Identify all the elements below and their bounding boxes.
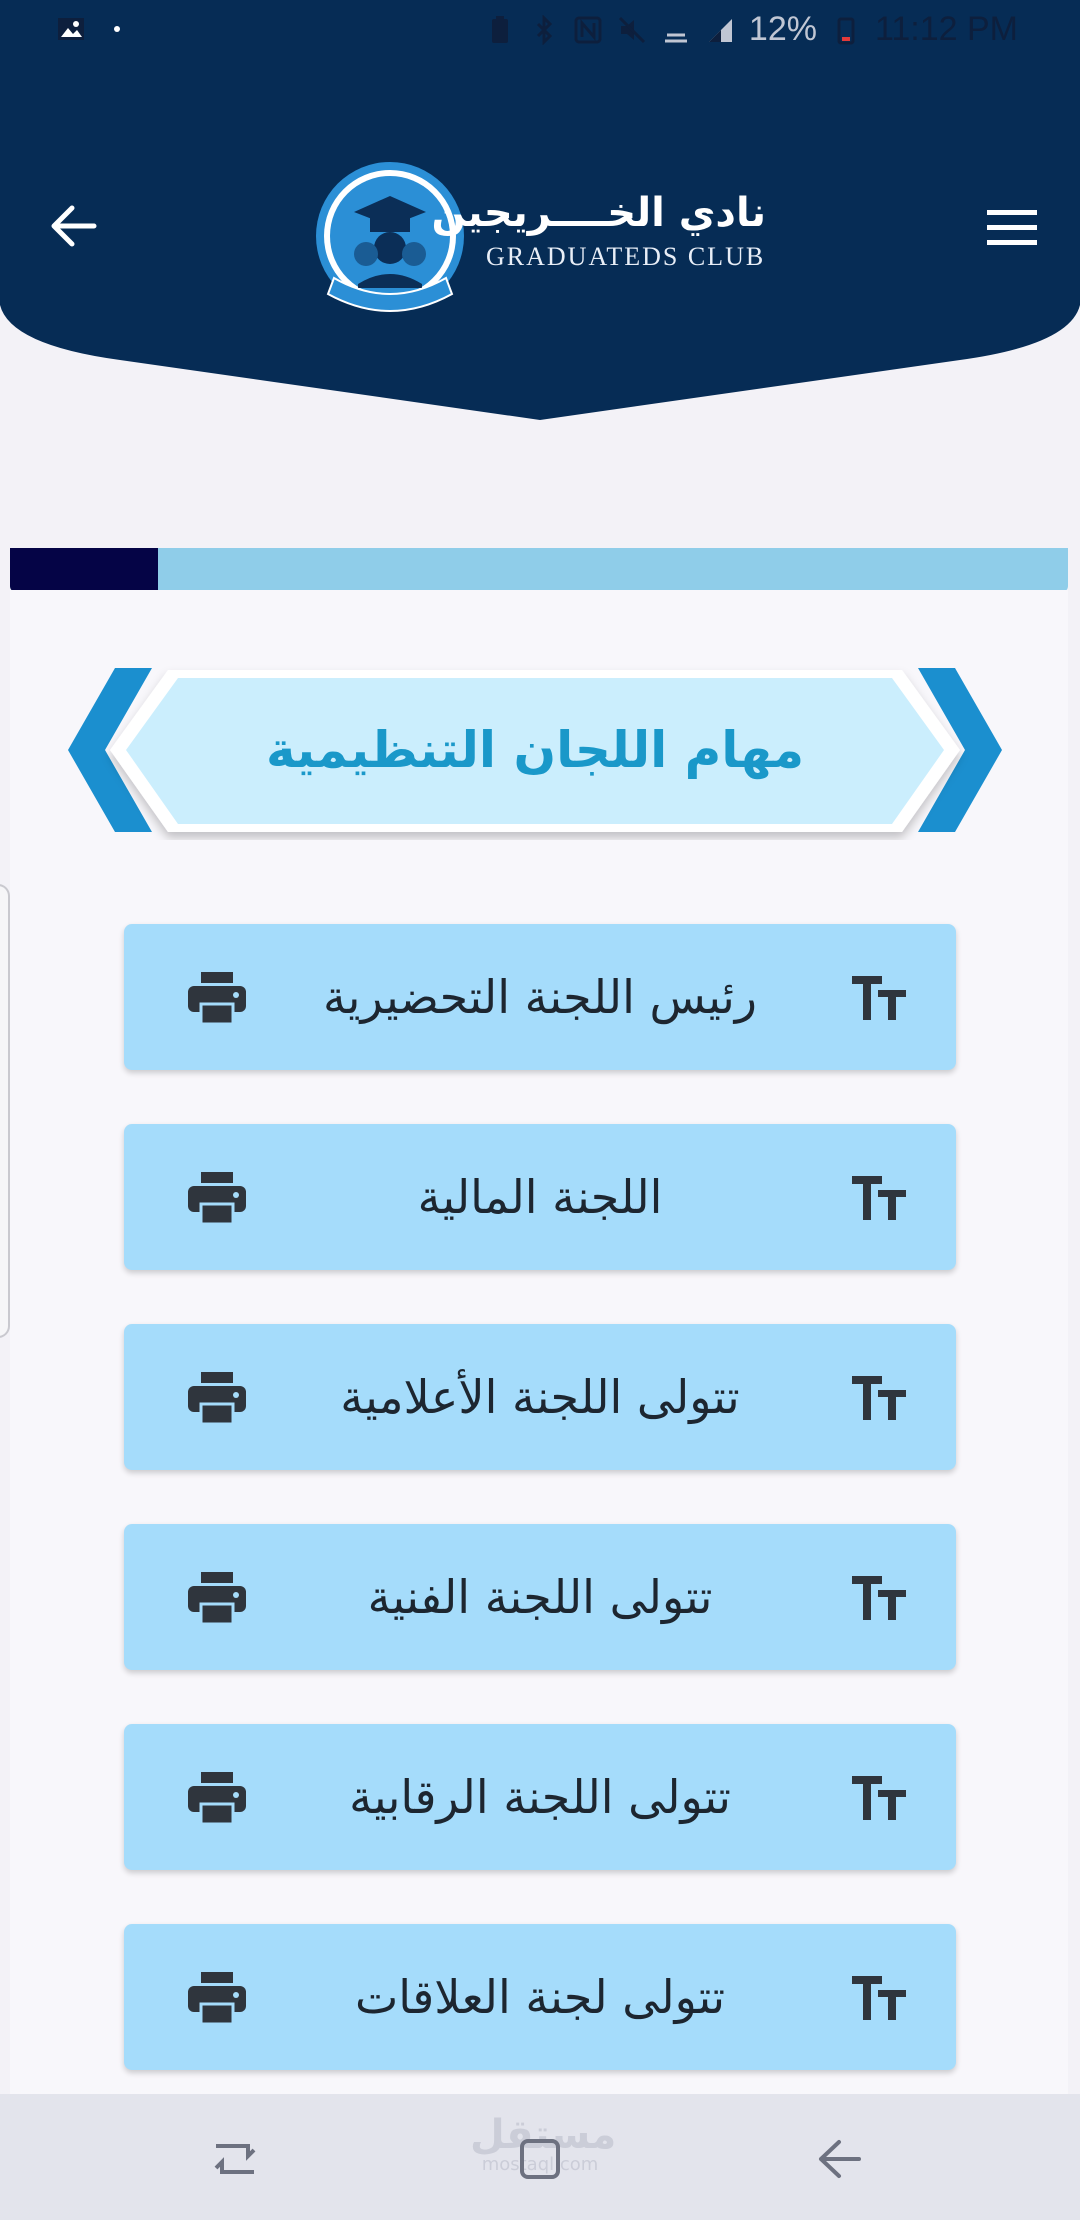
print-icon[interactable] <box>188 1772 246 1824</box>
logo-text-english: GRADUATEDS CLUB <box>486 242 766 271</box>
recent-apps-button[interactable] <box>200 2124 270 2194</box>
section-title-banner <box>60 660 1010 840</box>
back-button[interactable] <box>44 196 104 256</box>
list-item[interactable] <box>124 1724 956 1870</box>
status-bar <box>0 0 1080 66</box>
print-icon[interactable] <box>188 1972 246 2024</box>
text-size-icon[interactable] <box>852 1176 906 1220</box>
progress-fill <box>10 548 158 592</box>
data-signal-icon <box>661 15 691 45</box>
list-item-label: تتولى لجنة العلاقات <box>354 1970 726 2024</box>
edge-panel-handle[interactable] <box>0 884 10 1338</box>
gallery-notification-icon <box>56 14 86 44</box>
text-size-icon[interactable] <box>852 1376 906 1420</box>
list-item-label: تتولى اللجنة الرقابية <box>349 1770 731 1824</box>
cell-signal-icon <box>705 15 735 45</box>
text-size-icon[interactable] <box>852 976 906 1020</box>
bluetooth-icon <box>529 15 559 45</box>
list-item-label: تتولى اللجنة الأعلامية <box>340 1370 740 1424</box>
home-icon <box>515 2134 565 2184</box>
battery-icon <box>831 15 861 45</box>
recent-apps-icon <box>210 2134 260 2184</box>
print-icon[interactable] <box>188 1572 246 1624</box>
arrow-left-icon <box>50 204 98 248</box>
text-size-icon[interactable] <box>852 1576 906 1620</box>
battery-percent: 12% <box>748 10 817 48</box>
logo-text-arabic: نادي الخــــريجين <box>431 190 766 236</box>
section-title: مهام اللجان التنظيمية <box>265 721 805 779</box>
list-item-label: تتولى اللجنة الفنية <box>367 1570 713 1624</box>
list-item[interactable] <box>124 1524 956 1670</box>
list-item[interactable] <box>124 1124 956 1270</box>
text-size-icon[interactable] <box>852 1776 906 1820</box>
notification-dot-icon <box>114 26 120 32</box>
list-item[interactable] <box>124 924 956 1070</box>
list-item[interactable] <box>124 1324 956 1470</box>
list-item[interactable] <box>124 1924 956 2070</box>
print-icon[interactable] <box>188 972 246 1024</box>
hamburger-menu-icon <box>987 210 1037 246</box>
list-item-label: رئيس اللجنة التحضيرية <box>322 970 758 1024</box>
print-icon[interactable] <box>188 1372 246 1424</box>
graduation-cap-emblem <box>314 160 474 320</box>
progress-bar <box>10 548 1068 592</box>
text-size-icon[interactable] <box>852 1976 906 2020</box>
list-item-label: اللجنة المالية <box>417 1170 663 1224</box>
home-button[interactable] <box>505 2124 575 2194</box>
watermark-subtext: mostaql.com <box>481 2154 599 2175</box>
clock: 11:12 PM <box>874 10 1018 48</box>
battery-saver-icon <box>485 15 515 45</box>
menu-button[interactable] <box>982 200 1042 256</box>
nfc-icon <box>573 15 603 45</box>
app-logo <box>314 160 764 330</box>
mute-icon <box>617 15 647 45</box>
watermark-text: مستقل <box>470 2112 617 2158</box>
print-icon[interactable] <box>188 1172 246 1224</box>
system-back-button[interactable] <box>805 2124 875 2194</box>
committee-list <box>124 924 956 2124</box>
system-nav-bar <box>0 2094 1080 2220</box>
back-icon <box>815 2134 865 2184</box>
